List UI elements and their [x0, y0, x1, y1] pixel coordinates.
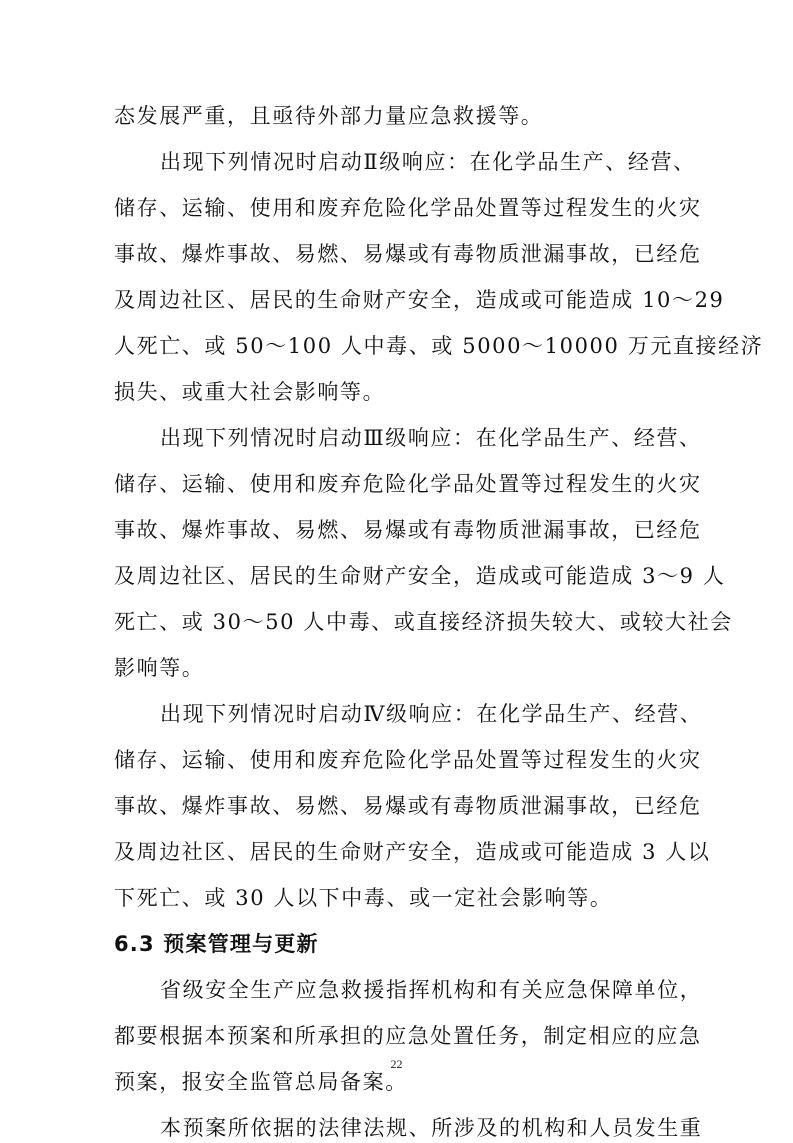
paragraph-line: 下死亡、或 30 人以下中毒、或一定社会影响等。 — [114, 886, 613, 910]
section-heading: 6.3 预案管理与更新 — [114, 932, 319, 956]
paragraph-line: 及周边社区、居民的生命财产安全，造成或可能造成 3 人以 — [114, 840, 711, 864]
paragraph-line: 事故、爆炸事故、易燃、易爆或有毒物质泄漏事故，已经危 — [114, 518, 702, 542]
paragraph-line: 损失、或重大社会影响等。 — [114, 380, 386, 404]
paragraph-line: 出现下列情况时启动Ⅱ级响应：在化学品生产、经营、 — [160, 150, 696, 174]
page-number: 22 — [390, 1057, 403, 1071]
paragraph-line: 储存、运输、使用和废弃危险化学品处置等过程发生的火灾 — [114, 748, 702, 772]
paragraph-line: 及周边社区、居民的生命财产安全，造成或可能造成 3～9 人 — [114, 564, 726, 588]
paragraph-line: 储存、运输、使用和废弃危险化学品处置等过程发生的火灾 — [114, 472, 702, 496]
paragraph-line: 省级安全生产应急救援指挥机构和有关应急保障单位， — [160, 978, 703, 1002]
paragraph-line: 及周边社区、居民的生命财产安全，造成或可能造成 10～29 — [114, 288, 725, 312]
paragraph-line: 出现下列情况时启动Ⅳ级响应：在化学品生产、经营、 — [160, 702, 703, 726]
paragraph-line: 态发展严重，且亟待外部力量应急救援等。 — [114, 104, 544, 128]
paragraph-line: 事故、爆炸事故、易燃、易爆或有毒物质泄漏事故，已经危 — [114, 794, 702, 818]
paragraph-line: 死亡、或 30～50 人中毒、或直接经济损失较大、或较大社会 — [114, 610, 733, 634]
paragraph-line: 都要根据本预案和所承担的应急处置任务，制定相应的应急 — [114, 1024, 702, 1048]
paragraph-line: 人死亡、或 50～100 人中毒、或 5000～10000 万元直接经济 — [114, 334, 764, 358]
paragraph-line: 事故、爆炸事故、易燃、易爆或有毒物质泄漏事故，已经危 — [114, 242, 702, 266]
paragraph-line: 出现下列情况时启动Ⅲ级响应：在化学品生产、经营、 — [160, 426, 702, 450]
paragraph-line: 预案，报安全监管总局备案。 — [114, 1070, 408, 1094]
paragraph-line: 储存、运输、使用和废弃危险化学品处置等过程发生的火灾 — [114, 196, 702, 220]
paragraph-line: 本预案所依据的法律法规、所涉及的机构和人员发生重 — [160, 1116, 703, 1140]
paragraph-line: 影响等。 — [114, 656, 205, 680]
